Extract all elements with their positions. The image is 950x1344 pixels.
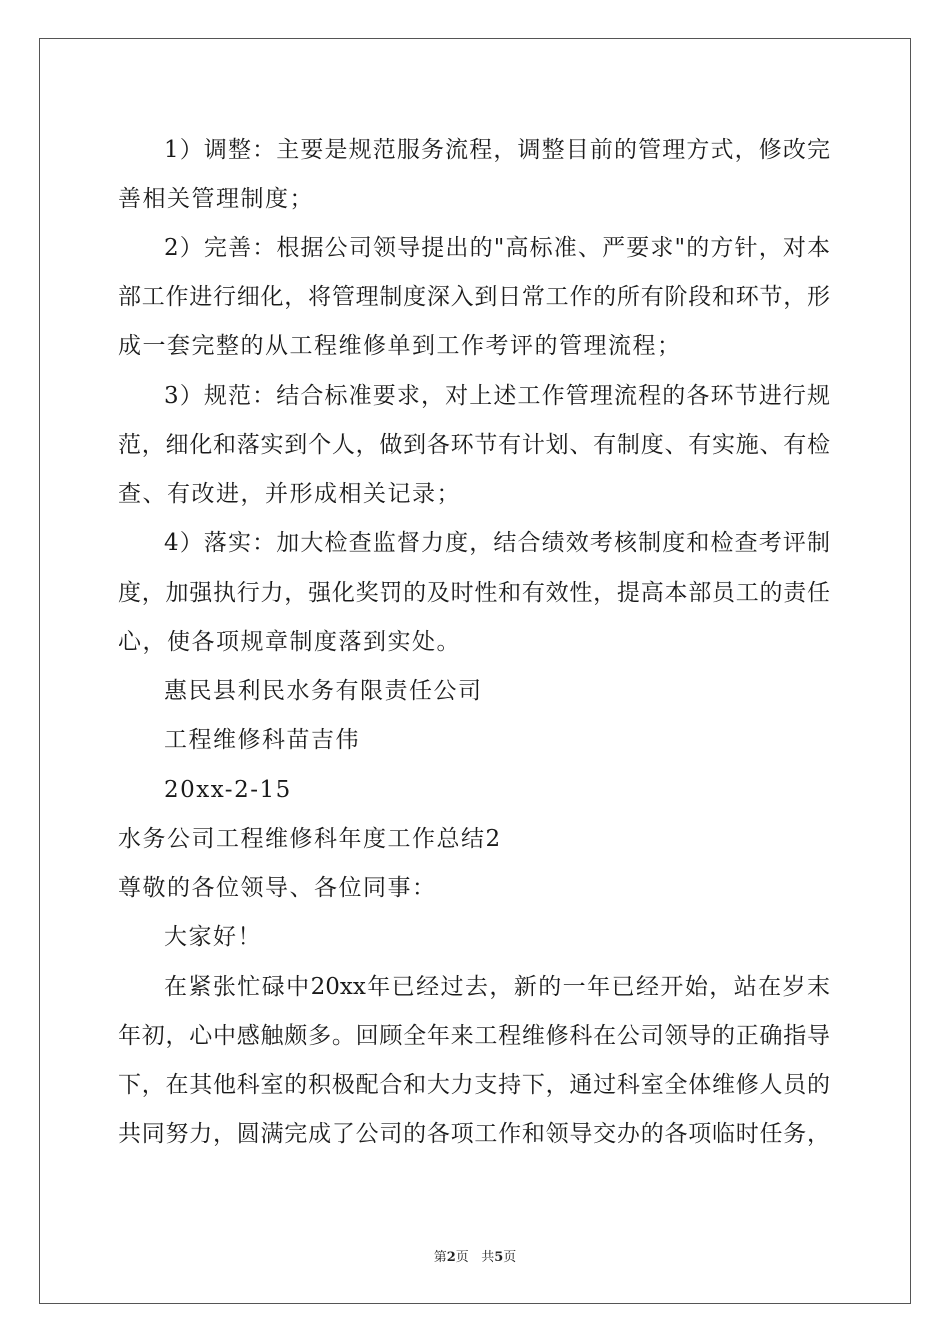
paragraph-line: 下，在其他科室的积极配合和大力支持下，通过科室全体维修人员的: [118, 1072, 830, 1098]
page-border: [39, 38, 911, 1304]
paragraph-line: 在紧张忙碌中20xx年已经过去，新的一年已经开始，站在岁末: [164, 974, 830, 1000]
paragraph-line: 3）规范：结合标准要求，对上述工作管理流程的各环节进行规: [164, 383, 830, 409]
total-prefix: 共: [481, 1250, 495, 1265]
salutation: 尊敬的各位领导、各位同事：: [118, 875, 437, 901]
greeting: 大家好！: [164, 924, 262, 950]
page-number: 2: [446, 1250, 456, 1265]
paragraph-line: 共同努力，圆满完成了公司的各项工作和领导交办的各项临时任务，: [118, 1121, 830, 1147]
page-prefix: 第: [433, 1250, 447, 1265]
total-suffix: 页: [503, 1250, 517, 1265]
paragraph-line: 部工作进行细化，将管理制度深入到日常工作的所有阶段和环节，形: [118, 284, 830, 310]
paragraph-line: 查、有改进，并形成相关记录；: [118, 481, 461, 507]
total-pages: 5: [494, 1250, 504, 1265]
date-line: 20xx-2-15: [164, 777, 292, 803]
page-footer: [0, 1246, 950, 1265]
paragraph-line: 范，细化和落实到个人，做到各环节有计划、有制度、有实施、有检: [118, 432, 830, 458]
paragraph-line: 1）调整：主要是规范服务流程，调整目前的管理方式，修改完: [164, 137, 830, 163]
paragraph-line: 4）落实：加大检查监督力度，结合绩效考核制度和检查考评制: [164, 530, 830, 556]
author-name: 工程维修科苗吉伟: [164, 727, 360, 753]
page-suffix: 页: [455, 1250, 469, 1265]
paragraph-line: 善相关管理制度；: [118, 186, 314, 212]
paragraph-line: 年初，心中感触颇多。回顾全年来工程维修科在公司领导的正确指导: [118, 1023, 830, 1049]
paragraph-line: 成一套完整的从工程维修单到工作考评的管理流程；: [118, 333, 682, 359]
paragraph-line: 2）完善：根据公司领导提出的"高标准、严要求"的方针，对本: [164, 235, 830, 261]
paragraph-line: 度，加强执行力，强化奖罚的及时性和有效性，提高本部员工的责任: [118, 580, 830, 606]
section-title: 水务公司工程维修科年度工作总结2: [118, 826, 502, 852]
paragraph-line: 心，使各项规章制度落到实处。: [118, 629, 461, 655]
company-name: 惠民县利民水务有限责任公司: [164, 678, 483, 704]
